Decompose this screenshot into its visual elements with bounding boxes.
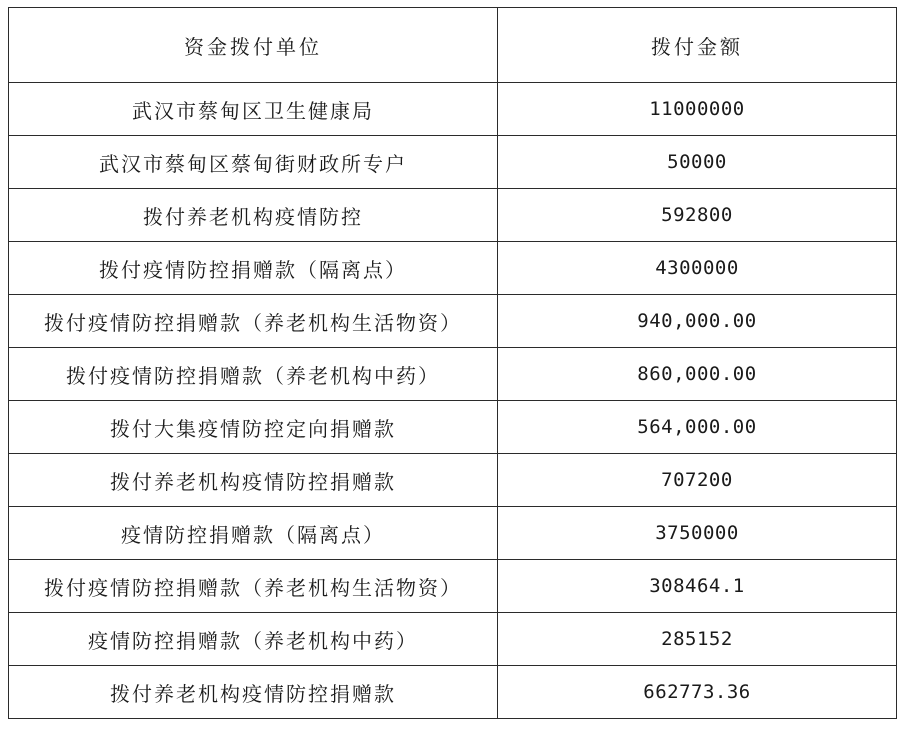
cell-amount: 564,000.00 bbox=[498, 401, 897, 454]
table-row bbox=[9, 189, 897, 242]
cell-amount: 3750000 bbox=[498, 507, 897, 560]
cell-unit: 疫情防控捐赠款（养老机构中药） bbox=[9, 613, 498, 666]
cell-unit: 武汉市蔡甸区蔡甸街财政所专户 bbox=[9, 136, 498, 189]
cell-amount: 50000 bbox=[498, 136, 897, 189]
cell-unit: 拨付养老机构疫情防控 bbox=[9, 189, 498, 242]
cell-unit: 疫情防控捐赠款（隔离点） bbox=[9, 507, 498, 560]
cell-amount: 4300000 bbox=[498, 242, 897, 295]
cell-unit: 拨付疫情防控捐赠款（养老机构生活物资） bbox=[9, 560, 498, 613]
table-row bbox=[9, 560, 897, 613]
table-row bbox=[9, 613, 897, 666]
cell-amount: 707200 bbox=[498, 454, 897, 507]
table-row bbox=[9, 348, 897, 401]
cell-unit: 拨付疫情防控捐赠款（养老机构中药） bbox=[9, 348, 498, 401]
table-header-row bbox=[9, 8, 897, 83]
table-row bbox=[9, 454, 897, 507]
cell-amount: 308464.1 bbox=[498, 560, 897, 613]
fund-allocation-table-container bbox=[8, 7, 896, 719]
cell-amount: 11000000 bbox=[498, 83, 897, 136]
cell-unit: 武汉市蔡甸区卫生健康局 bbox=[9, 83, 498, 136]
cell-amount: 940,000.00 bbox=[498, 295, 897, 348]
table-row bbox=[9, 295, 897, 348]
cell-unit: 拨付养老机构疫情防控捐赠款 bbox=[9, 454, 498, 507]
fund-allocation-table bbox=[8, 7, 897, 719]
cell-unit: 拨付养老机构疫情防控捐赠款 bbox=[9, 666, 498, 719]
cell-unit: 拨付大集疫情防控定向捐赠款 bbox=[9, 401, 498, 454]
cell-amount: 662773.36 bbox=[498, 666, 897, 719]
header-fund-unit: 资金拨付单位 bbox=[9, 8, 498, 83]
table-row bbox=[9, 666, 897, 719]
cell-unit: 拨付疫情防控捐赠款（养老机构生活物资） bbox=[9, 295, 498, 348]
table-row bbox=[9, 401, 897, 454]
cell-unit: 拨付疫情防控捐赠款（隔离点） bbox=[9, 242, 498, 295]
table-row bbox=[9, 242, 897, 295]
cell-amount: 860,000.00 bbox=[498, 348, 897, 401]
table-row bbox=[9, 83, 897, 136]
table-row bbox=[9, 136, 897, 189]
cell-amount: 592800 bbox=[498, 189, 897, 242]
table-row bbox=[9, 507, 897, 560]
cell-amount: 285152 bbox=[498, 613, 897, 666]
header-amount: 拨付金额 bbox=[498, 8, 897, 83]
